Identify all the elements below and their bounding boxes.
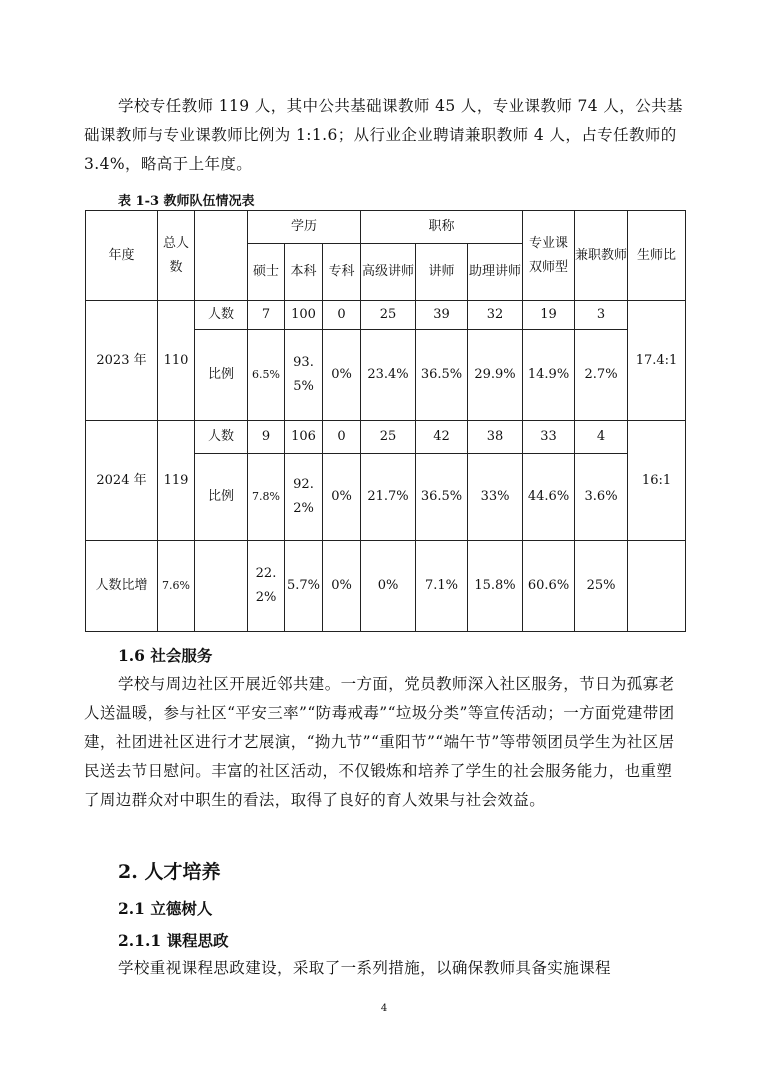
header-total: 总人数 bbox=[158, 211, 195, 301]
table-cell: 39 bbox=[416, 301, 468, 330]
header-blank bbox=[195, 211, 248, 301]
table-caption: 表 1-3 教师队伍情况表 bbox=[118, 194, 255, 209]
row-label-pct: 比例 bbox=[195, 454, 248, 541]
table-cell: 36.5% bbox=[416, 454, 468, 541]
growth-total: 7.6% bbox=[158, 541, 195, 632]
header-master: 硕士 bbox=[248, 244, 285, 301]
table-cell: 25 bbox=[361, 421, 416, 454]
header-college: 专科 bbox=[323, 244, 361, 301]
table-cell: 7 bbox=[248, 301, 285, 330]
table-cell: 19 bbox=[523, 301, 575, 330]
table-cell: 7.8% bbox=[248, 454, 285, 541]
table-cell: 106 bbox=[285, 421, 323, 454]
intro-paragraph: 学校专任教师 119 人，其中公共基础课教师 45 人，专业课教师 74 人，公共基础课教师与专业课教师比例为 1:1.6；从行业企业聘请兼职教师 4 人，占专任教师的 3.4%，略高于上年度。 bbox=[84, 97, 683, 173]
table-cell: 100 bbox=[285, 301, 323, 330]
table-cell: 23.4% bbox=[361, 330, 416, 421]
table-cell: 3 bbox=[575, 301, 628, 330]
growth-ratio-blank bbox=[628, 541, 686, 632]
header-senior: 高级讲师 bbox=[361, 244, 416, 301]
year-cell: 2024 年 bbox=[86, 421, 158, 541]
page-number: 4 bbox=[380, 1003, 388, 1014]
table-cell: 0% bbox=[361, 541, 416, 632]
row-label-pct: 比例 bbox=[195, 330, 248, 421]
table-cell: 0% bbox=[323, 541, 361, 632]
section-1-6-body: 学校与周边社区开展近邻共建。一方面，党员教师深入社区服务，节日为孤寡老人送温暖，参与社区“平安三率”“防毒戒毒”“垃圾分类”等宣传活动；一方面党建带团建，社团进社区进行才艺展演，“拗九节”“重阳节”“端午节”等带领团员学生为社区居民送去节日慰问。丰富的社区活动，不仅锻炼和培养了学生的社会服务能力，也重塑了周边群众对中职生的看法，取得了良好的育人效果与社会效益。 bbox=[84, 675, 675, 809]
section-2-heading: 2. 人才培养 bbox=[118, 861, 221, 883]
table-cell: 36.5% bbox=[416, 330, 468, 421]
table-cell: 32 bbox=[468, 301, 523, 330]
table-cell: 29.9% bbox=[468, 330, 523, 421]
header-year: 年度 bbox=[86, 211, 158, 301]
section-2-1-1-heading: 2.1.1 课程思政 bbox=[118, 931, 229, 950]
table-cell: 25 bbox=[361, 301, 416, 330]
table-cell: 0 bbox=[323, 301, 361, 330]
table-cell: 33 bbox=[523, 421, 575, 454]
total-cell: 110 bbox=[158, 301, 195, 421]
section-1-6-heading: 1.6 社会服务 bbox=[118, 646, 213, 665]
table-cell: 22.2% bbox=[248, 541, 285, 632]
table-cell: 0 bbox=[323, 421, 361, 454]
header-dual: 专业课双师型 bbox=[523, 211, 575, 301]
header-title: 职称 bbox=[361, 211, 523, 244]
table-cell: 44.6% bbox=[523, 454, 575, 541]
ratio-cell: 16:1 bbox=[628, 421, 686, 541]
table-cell: 38 bbox=[468, 421, 523, 454]
header-education: 学历 bbox=[248, 211, 361, 244]
growth-blank bbox=[195, 541, 248, 632]
table-cell: 33% bbox=[468, 454, 523, 541]
year-cell: 2023 年 bbox=[86, 301, 158, 421]
table-cell: 9 bbox=[248, 421, 285, 454]
table-cell: 0% bbox=[323, 454, 361, 541]
table-cell: 92.2% bbox=[285, 454, 323, 541]
table-cell: 15.8% bbox=[468, 541, 523, 632]
ratio-cell: 17.4:1 bbox=[628, 301, 686, 421]
table-cell: 5.7% bbox=[285, 541, 323, 632]
section-2-1-heading: 2.1 立德树人 bbox=[118, 899, 213, 918]
header-assistant: 助理讲师 bbox=[468, 244, 523, 301]
table-cell: 7.1% bbox=[416, 541, 468, 632]
table-cell: 4 bbox=[575, 421, 628, 454]
table-cell: 42 bbox=[416, 421, 468, 454]
total-cell: 119 bbox=[158, 421, 195, 541]
growth-label: 人数比增 bbox=[86, 541, 158, 632]
table-cell: 25% bbox=[575, 541, 628, 632]
header-lecturer: 讲师 bbox=[416, 244, 468, 301]
table-cell: 6.5% bbox=[248, 330, 285, 421]
table-cell: 60.6% bbox=[523, 541, 575, 632]
teacher-staff-table bbox=[85, 210, 686, 632]
table-cell: 3.6% bbox=[575, 454, 628, 541]
row-label-count: 人数 bbox=[195, 421, 248, 454]
table-cell: 0% bbox=[323, 330, 361, 421]
row-label-count: 人数 bbox=[195, 301, 248, 330]
header-parttime: 兼职教师 bbox=[575, 211, 628, 301]
header-ratio: 生师比 bbox=[628, 211, 686, 301]
section-2-1-1-body: 学校重视课程思政建设，采取了一系列措施，以确保教师具备实施课程 bbox=[118, 959, 611, 977]
table-cell: 21.7% bbox=[361, 454, 416, 541]
table-cell: 2.7% bbox=[575, 330, 628, 421]
table-cell: 14.9% bbox=[523, 330, 575, 421]
header-bachelor: 本科 bbox=[285, 244, 323, 301]
table-cell: 93.5% bbox=[285, 330, 323, 421]
